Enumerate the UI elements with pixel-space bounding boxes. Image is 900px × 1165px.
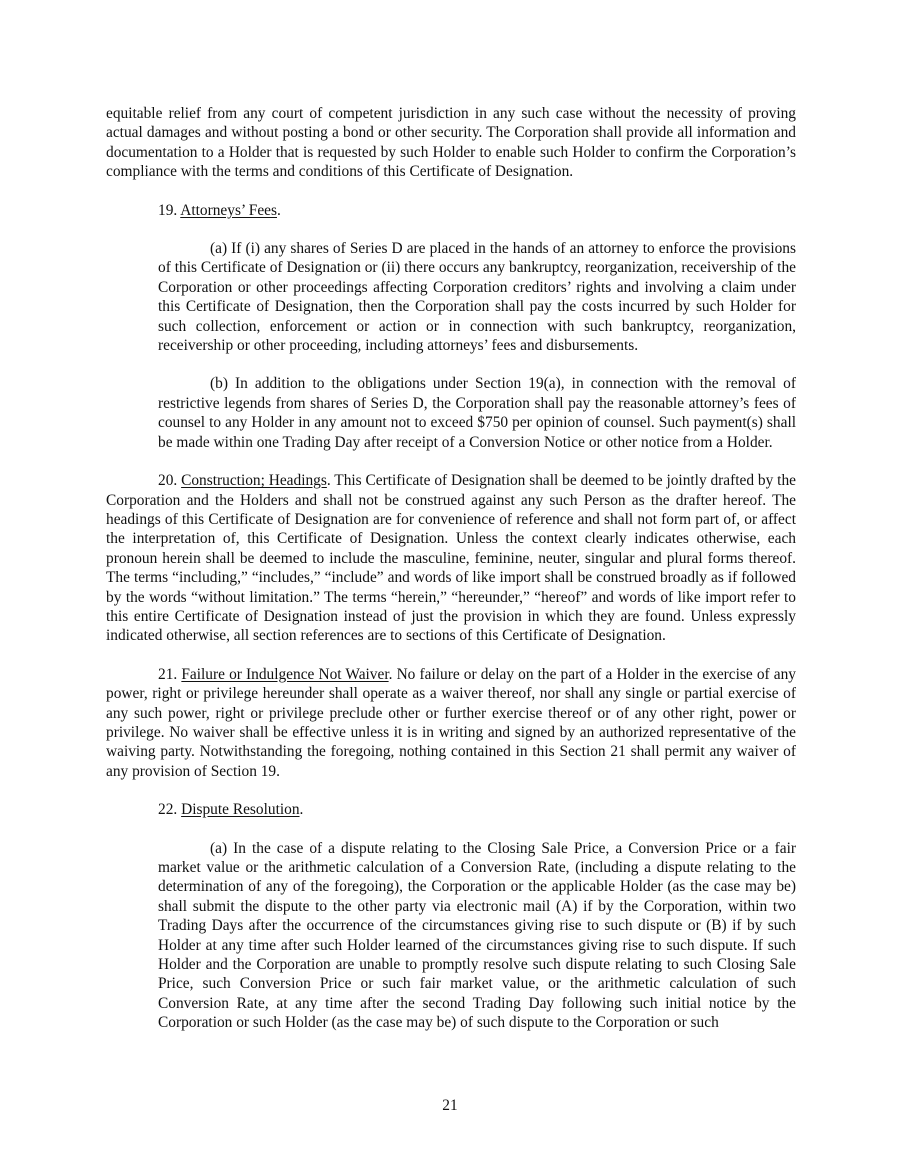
section-20-number: 20.: [158, 472, 182, 490]
page-number: 21: [442, 1097, 458, 1114]
section-19a-paragraph: (a) If (i) any shares of Series D are placed in the hands of an attorney to enforce the provisions of this Certificate of Designation or (ii) there occurs any bankruptcy, reorganization, receivership of the Corporation or other proceedings affecting Corporation creditors’ rights and involving a claim under this Certificate of Designation, then the Corporation shall pay the costs incurred by such Holder for such collection, enforcement or action or in connection with such bankruptcy, reorganization, receivership or other proceeding, including attorneys’ fees and disbursements.: [158, 240, 796, 355]
section-21-paragraph: [106, 665, 796, 781]
section-20-paragraph: [106, 471, 796, 646]
section-19-heading: [106, 201, 796, 220]
section-22-title: Dispute Resolution: [181, 801, 300, 819]
section-21-title: Failure or Indulgence Not Waiver: [181, 665, 389, 683]
section-20-title: Construction; Headings: [181, 472, 327, 490]
section-22-heading-end: .: [299, 801, 304, 819]
section-21-text: . No failure or delay on the part of a Holder in the exercise of any power, right or privilege hereunder shall operate as a waiver thereof, nor shall any single or partial exercise of any such power, right or privilege preclude other or further exercise thereof or of any other right, power or privilege. No waiver shall be effective unless it is in writing and signed by an authorized representative of the waiving party. Notwithstanding the foregoing, nothing contained in this Section 21 shall permit any waiver of any provision of Section 19.: [106, 665, 797, 780]
section-19-title: Attorneys’ Fees: [180, 201, 277, 219]
section-19-heading-end: .: [277, 201, 281, 219]
section-19b-paragraph: (b) In addition to the obligations under Section 19(a), in connection with the removal of restrictive legends from shares of Series D, the Corporation shall pay the reasonable attorney’s fees of counsel to any Holder in any amount not to exceed $750 per opinion of counsel. Such payment(s) shall be made within one Trading Day after receipt of a Conversion Notice or other notice from a Holder.: [158, 375, 796, 451]
section-19-number: 19.: [158, 201, 181, 219]
section-22a-paragraph: (a) In the case of a dispute relating to the Closing Sale Price, a Conversion Price or a fair market value or the arithmetic calculation of a Conversion Rate, (including a dispute relating to the determination of any of the foregoing), the Corporation or the applicable Holder (as the case may be) shall submit the dispute to the other party via electronic mail (A) if by the Corporation, within two Trading Days after the occurrence of the circumstances giving rise to such dispute or (B) if by such Holder at any time after such Holder learned of the circumstances giving rise to such dispute. If such Holder and the Corporation are unable to promptly resolve such dispute relating to such Closing Sale Price, such Conversion Price or such fair market value, or the arithmetic calculation of such Conversion Rate, at any time after the second Trading Day following such initial notice by the Corporation or such Holder (as the case may be) of such dispute to the Corporation or such: [158, 839, 796, 1032]
page-body: [106, 104, 796, 1052]
section-22-heading: [106, 800, 796, 819]
section-20-text: . This Certificate of Designation shall be deemed to be jointly drafted by the Corporation and the Holders and shall not be construed against any such Person as the drafter hereof. The headings of this Certificate of Designation are for convenience of reference and shall not form part of, or affect the interpretation of, this Certificate of Designation. Unless the context clearly indicates otherwise, each pronoun herein shall be deemed to include the masculine, feminine, neuter, singular and plural forms thereof. The terms “including,” “includes,” “include” and words of like import shall be construed broadly as if followed by the words “without limitation.” The terms “herein,” “hereunder,” “hereof” and words of like import refer to this entire Certificate of Designation instead of just the provision in which they are found. Unless expressly indicated otherwise, all section references are to sections of this Certificate of Designation.: [106, 472, 796, 645]
section-21-number: 21.: [158, 665, 182, 683]
continuation-paragraph: equitable relief from any court of competent jurisdiction in any such case without the necessity of proving actual damages and without posting a bond or other security. The Corporation shall provide all information and documentation to a Holder that is requested by such Holder to enable such Holder to confirm the Corporation’s compliance with the terms and conditions of this Certificate of Designation.: [106, 105, 796, 181]
section-22-number: 22.: [158, 801, 182, 819]
